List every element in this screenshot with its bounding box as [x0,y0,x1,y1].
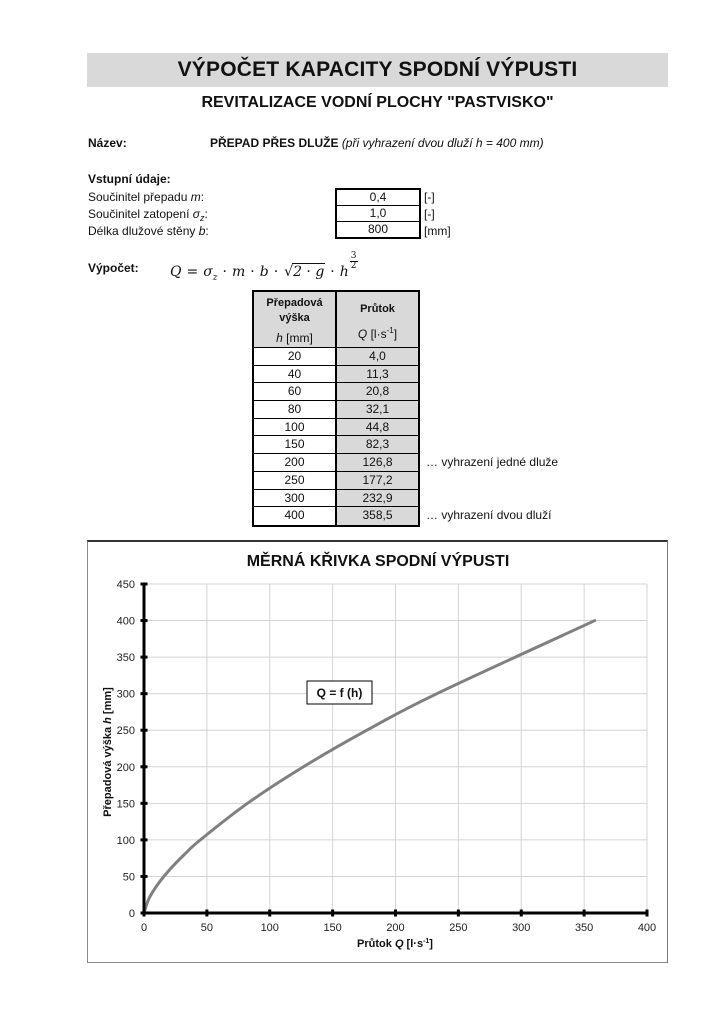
input-field-m[interactable]: 0,4 [337,190,419,206]
table-row [254,348,418,366]
x-axis-title-exp: -1 [423,938,430,945]
input-label-m [88,190,204,204]
cell-flow: 44,8 [337,419,418,436]
legend-label: Q = f (h) [316,686,363,700]
table-row [254,454,559,472]
y-axis-title [102,687,114,817]
cell-flow: 32,1 [337,401,418,418]
table-row [254,419,418,437]
x-tick-label: 150 [323,922,342,934]
table-row [254,436,418,454]
input-label-text: Délka dlužové stěny [88,224,199,238]
input-unit-m: [-] [424,190,435,204]
formula-sigma: σ [203,264,213,280]
name-value: PŘEPAD PŘES DLUŽE [210,136,339,150]
header-flow-title: Průtok [360,303,395,315]
x-tick-label: 200 [386,922,405,934]
input-label-sigma [88,207,208,221]
cell-flow: 11,3 [337,366,418,383]
formula-exp-num: 3 [350,251,357,261]
header-flow-symbol: Q [357,327,368,341]
input-label-suffix: : [205,224,209,238]
table-row [254,507,552,525]
cell-height: 200 [254,454,337,471]
header-height-line1: Přepadová [266,297,323,309]
name-label: Název: [88,136,127,150]
formula-dot: · [273,264,279,280]
header-height-symbol: h [276,331,283,345]
input-symbol-subscript: z [200,213,205,223]
formula-exponent [350,252,358,271]
x-tick-label: 300 [512,922,531,934]
cell-height: 300 [254,490,337,507]
x-tick-label: 250 [449,922,468,934]
x-tick-label: 100 [260,922,279,934]
x-tick-label: 400 [637,922,657,934]
cell-height: 100 [254,419,337,436]
header-flow-unit-close: ] [393,327,398,341]
header-height-unit-text: [mm] [282,331,313,345]
page-title: VÝPOČET KAPACITY SPODNÍ VÝPUSTI [87,53,668,87]
input-label-text: Součinitel přepadu [88,190,191,204]
cell-flow: 82,3 [337,436,418,453]
x-tick-label: 50 [200,922,213,934]
input-field-b[interactable]: 800 [367,222,389,236]
input-label-suffix: : [200,190,205,204]
y-tick-label: 350 [116,652,135,665]
y-tick-label: 400 [116,615,135,628]
formula [170,251,358,283]
header-flow-unit-exp: -1 [386,326,394,335]
formula-exp-den: 2 [350,261,357,271]
formula-sigma-sub: z [212,273,218,283]
cell-height: 60 [254,383,337,400]
input-field-sigma[interactable]: 1,0 [337,206,419,222]
calculation-label: Výpočet: [88,261,139,275]
cell-flow: 232,9 [337,490,418,507]
x-tick-label: 0 [140,922,148,934]
chart-title: MĚRNÁ KŘIVKA SPODNÍ VÝPUSTI [246,553,510,570]
chart-axes [141,584,648,917]
x-axis-title-unit: [l·s [403,938,424,950]
header-cell-flow [337,292,418,347]
y-tick-label: 200 [116,761,135,774]
header-height-unit [276,331,313,346]
formula-h: h [339,264,349,280]
input-unit-b: [mm] [424,224,451,238]
row-annotation: … vyhrazení jedné dluže [426,455,559,470]
cell-flow: 4,0 [337,348,418,365]
x-tick-label: 350 [574,922,594,934]
y-tick-label: 300 [116,688,135,701]
header-cell-height [254,292,337,347]
cell-flow: 20,8 [337,383,418,400]
cell-height: 250 [254,472,337,489]
header-flow-unit-text: [l·s [367,327,387,341]
inputs-heading: Vstupní údaje: [88,172,171,186]
input-symbol: σ [192,207,200,221]
x-axis-title-text: Průtok [357,938,395,950]
chart-tick-labels [117,579,657,934]
y-tick-label: 100 [116,834,135,847]
rating-curve-chart [87,540,668,963]
formula-dot: · [330,264,335,280]
table-header [254,292,418,348]
table-row [254,490,418,508]
header-height-line2: výška [279,312,310,324]
sqrt-icon: √ [284,264,294,280]
name-note: (při vyhrazení dvou dluží h = 400 mm) [341,136,544,150]
table-body [254,348,559,525]
row-annotation: … vyhrazení dvou dluží [426,508,552,523]
cell-height: 400 [254,507,337,525]
name-value-group [210,136,544,150]
formula-sqrt-body: 2 · g [293,264,325,280]
formula-q: Q [170,264,182,280]
chart-grid [144,584,647,913]
formula-m: m [231,264,246,280]
table-row [254,383,418,401]
formula-dot: · [222,264,227,280]
table-row [254,472,418,490]
input-label-text: Součinitel zatopení [88,207,193,221]
y-tick-label: 0 [128,908,135,920]
cell-height: 80 [254,401,337,418]
x-axis-title-close: ] [429,938,433,950]
formula-dot: · [250,264,255,280]
cell-height: 20 [254,348,337,365]
x-axis-title-symbol: Q [394,938,404,950]
table-row [254,366,418,384]
input-unit-sigma: [-] [424,207,435,221]
chart-legend [307,681,372,704]
input-symbol: m [190,190,201,204]
y-tick-label: 150 [116,798,135,811]
results-table [252,290,559,527]
input-values-box [335,188,421,239]
page-subtitle: REVITALIZACE VODNÍ PLOCHY "PASTVISKO" [201,94,554,111]
formula-equals: = [186,264,199,280]
y-tick-label: 450 [116,579,135,591]
y-axis-title-symbol: h [102,717,114,724]
input-symbol: b [198,224,206,238]
y-axis-title-unit: [mm] [102,687,114,718]
y-tick-label: 50 [122,871,135,884]
header-flow-unit [358,327,397,343]
y-tick-label: 250 [116,725,135,738]
cell-flow: 126,8 [337,454,418,471]
y-axis-title-text: Přepadová výška [102,723,114,817]
cell-height: 40 [254,366,337,383]
input-label-suffix: : [204,207,208,221]
cell-flow: 358,5 [337,507,418,525]
x-axis-title [357,938,433,950]
formula-b: b [259,264,269,280]
cell-height: 150 [254,436,337,453]
input-label-b [88,224,209,238]
cell-flow: 177,2 [337,472,418,489]
table-row [254,401,418,419]
